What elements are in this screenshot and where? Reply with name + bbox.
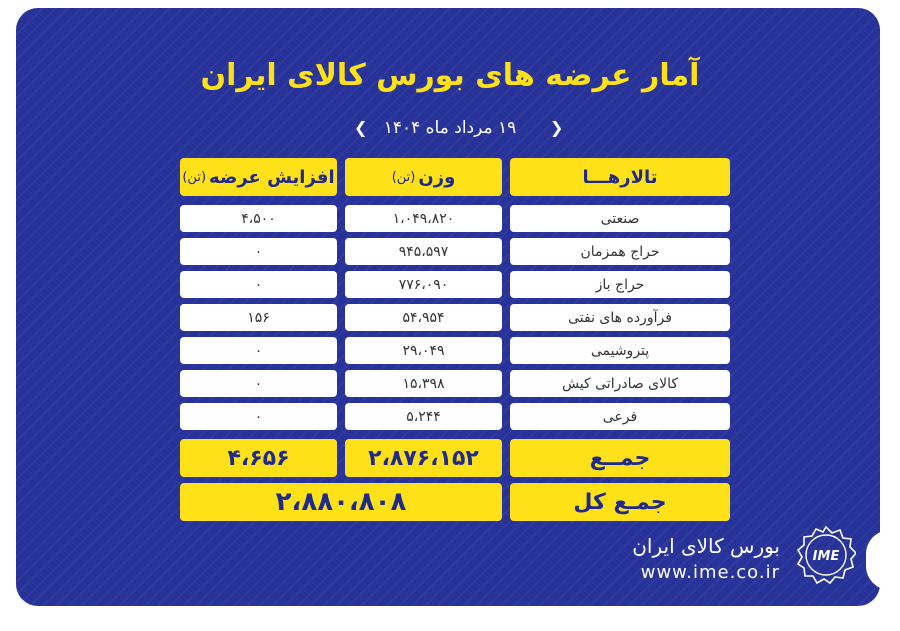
weight-cell: ۵،۲۴۴ [345,403,502,430]
hall-name-cell: کالای صادراتی کیش [510,370,730,397]
increase-cell: ۰ [180,238,337,265]
weight-cell: ۹۴۵،۵۹۷ [345,238,502,265]
report-date: ۱۹ مرداد ماه ۱۴۰۴ [383,118,517,138]
increase-cell: ۴،۵۰۰ [180,205,337,232]
increase-cell: ۱۵۶ [180,304,337,331]
hall-name-cell: صنعتی [510,205,730,232]
chevron-right-icon: ❯ [550,118,564,137]
hall-name-cell: حراج همزمان [510,238,730,265]
weight-cell: ۷۷۶،۰۹۰ [345,271,502,298]
footer-brand-name: بورس کالای ایران [632,534,780,558]
header-weight-unit: (تن) [391,169,416,185]
increase-cell: ۰ [180,337,337,364]
total-label: جمــع [510,439,730,477]
page-title: آمار عرضه های بورس کالای ایران [200,58,700,93]
grand-total-label: جمـع کل [510,483,730,521]
increase-cell: ۰ [180,271,337,298]
header-increase [180,158,337,196]
header-weight-label: وزن [418,166,456,188]
grand-total-value: ۲،۸۸۰،۸۰۸ [180,483,502,521]
weight-cell: ۱،۰۴۹،۸۲۰ [345,205,502,232]
header-halls [510,158,730,196]
weight-cell: ۱۵،۳۹۸ [345,370,502,397]
increase-cell: ۰ [180,370,337,397]
header-weight [345,158,502,196]
hall-name-cell: فرآورده های نفتی [510,304,730,331]
hall-name-cell: پتروشیمی [510,337,730,364]
weight-cell: ۵۴،۹۵۴ [345,304,502,331]
header-halls-label: تالارهـــا [582,166,658,188]
weight-cell: ۲۹،۰۴۹ [345,337,502,364]
hall-name-cell: فرعی [510,403,730,430]
header-increase-label: افزایش عرضه [209,166,335,188]
total-weight: ۲،۸۷۶،۱۵۲ [345,439,502,477]
ime-logo-text: IME [812,549,840,564]
increase-cell: ۰ [180,403,337,430]
ime-logo-icon [796,525,856,585]
hall-name-cell: حراج باز [510,271,730,298]
header-increase-unit: (تن) [182,169,207,185]
footer-url[interactable]: www.ime.co.ir [640,562,780,583]
total-increase: ۴،۶۵۶ [180,439,337,477]
chevron-left-icon: ❮ [354,118,368,137]
